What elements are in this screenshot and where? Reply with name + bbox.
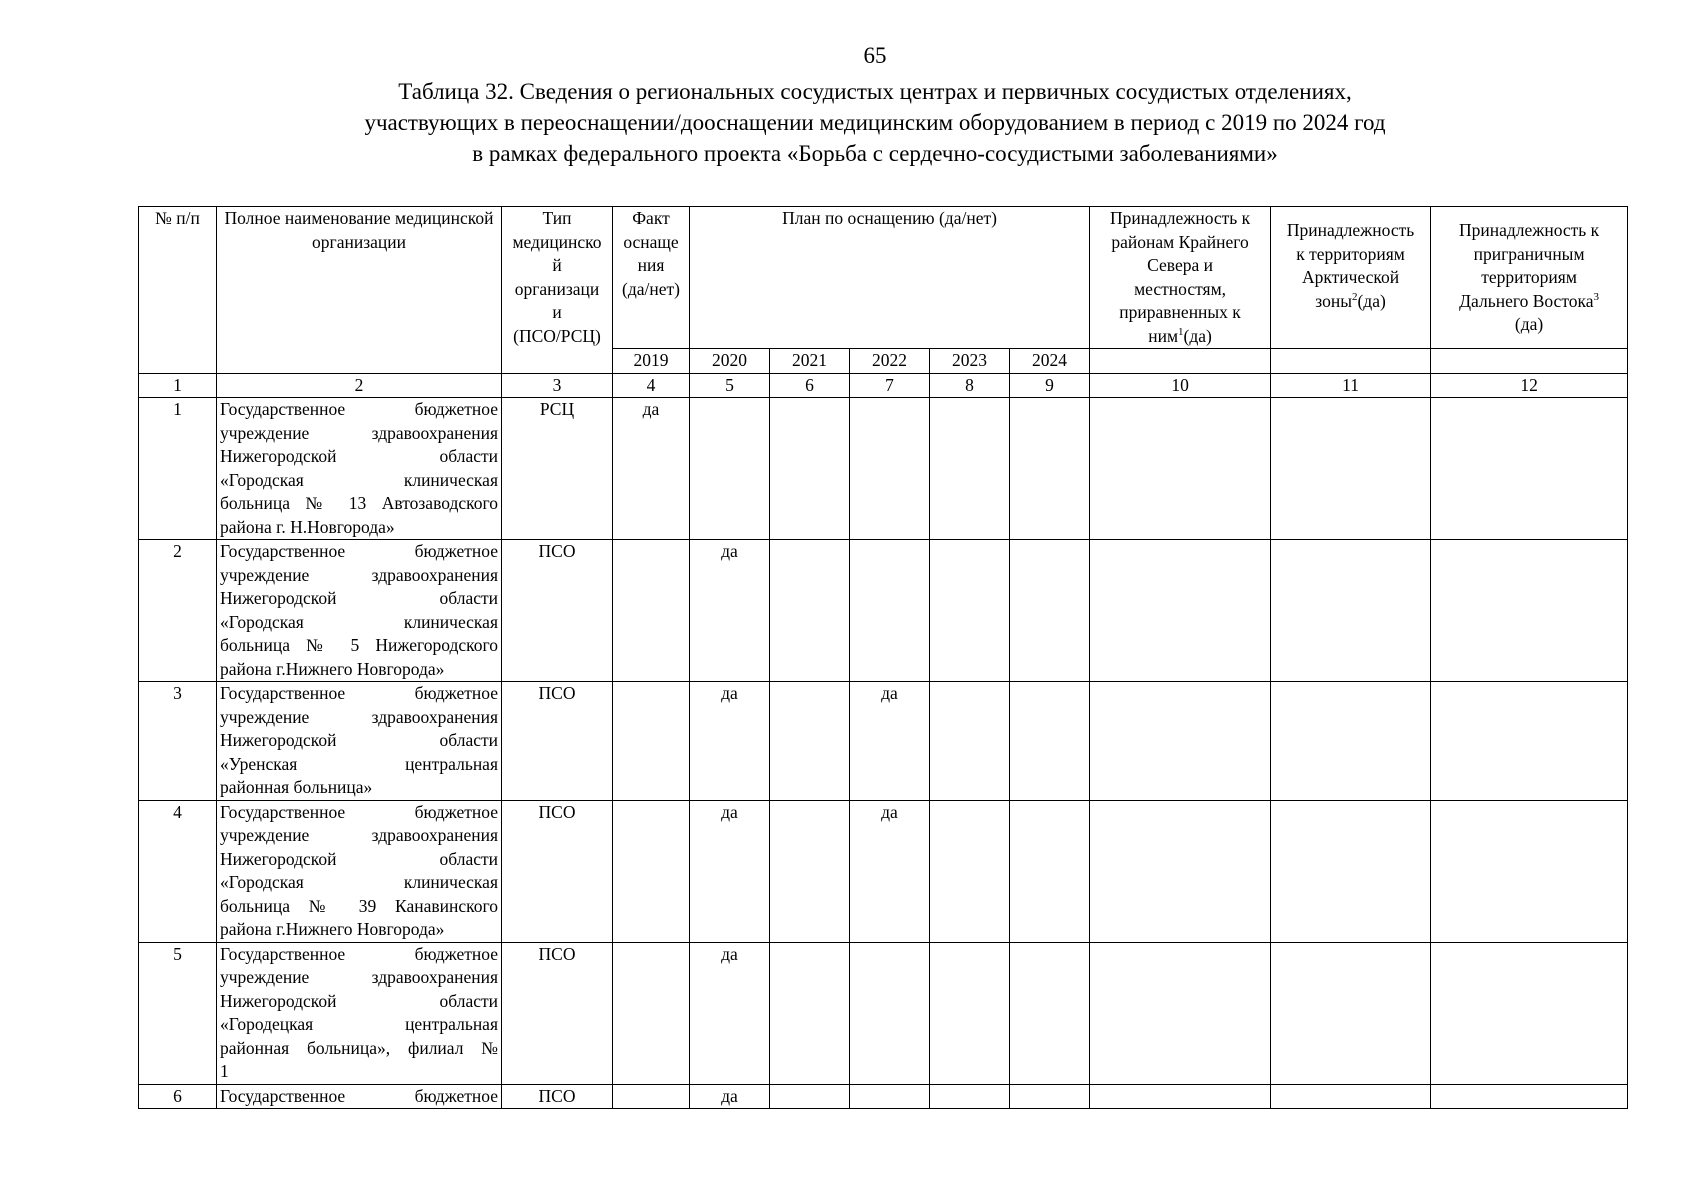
year-2019: 2019 xyxy=(613,349,690,374)
fact-2019 xyxy=(613,540,690,682)
plan-2022 xyxy=(850,540,930,682)
col-number: 4 xyxy=(613,373,690,398)
organization-name-line: 1 xyxy=(220,1061,229,1081)
plan-2020: да xyxy=(690,1084,770,1109)
plan-2020 xyxy=(690,398,770,540)
row-number: 2 xyxy=(139,540,217,682)
plan-2021 xyxy=(770,682,850,801)
border-territory-cell xyxy=(1431,800,1628,942)
organization-name-line: Нижегородской области xyxy=(220,990,498,1011)
border-territory-cell xyxy=(1431,398,1628,540)
col-number: 9 xyxy=(1010,373,1090,398)
col-number: 8 xyxy=(930,373,1010,398)
organization-name-line: «Городская клиническая xyxy=(220,611,498,632)
title-line-2: участвующих в переоснащении/дооснащении медицинским оборудованием в период с 2019 по 2024 год xyxy=(364,110,1386,135)
table-title xyxy=(0,76,1698,169)
data-rows xyxy=(139,398,1628,1109)
organization-type: РСЦ xyxy=(502,398,613,540)
row-number: 4 xyxy=(139,800,217,942)
far-north-cell xyxy=(1090,1084,1271,1109)
plan-2023 xyxy=(930,682,1010,801)
plan-2022: да xyxy=(850,800,930,942)
organization-name-line: районная больница», филиал № xyxy=(220,1037,498,1058)
organization-name-line: «Уренская центральная xyxy=(220,753,498,774)
plan-2021 xyxy=(770,540,850,682)
table-row xyxy=(139,682,1628,801)
far-north-cell xyxy=(1090,942,1271,1084)
plan-2021 xyxy=(770,800,850,942)
organization-type: ПСО xyxy=(502,942,613,1084)
header-arctic: Принадлежность к территориям Арктической зоны$^2$(да) xyxy=(1271,207,1431,349)
organization-name-line: Нижегородской области xyxy=(220,730,498,750)
organization-type: ПСО xyxy=(502,682,613,801)
table-row xyxy=(139,942,1628,1084)
header-north: Принадлежность к районам Крайнего Севера и местностям, приравненных к ним$^1$(да) xyxy=(1090,207,1271,349)
organization-name-line: учреждение здравоохранения xyxy=(220,564,498,585)
plan-2024 xyxy=(1010,682,1090,801)
plan-2023 xyxy=(930,1084,1010,1109)
organization-name-line: Нижегородской области xyxy=(220,588,498,608)
arctic-cell xyxy=(1271,682,1431,801)
organization-type: ПСО xyxy=(502,800,613,942)
plan-2020: да xyxy=(690,942,770,1084)
col-number: 6 xyxy=(770,373,850,398)
organization-name-line: учреждение здравоохранения xyxy=(220,422,498,443)
col-number: 5 xyxy=(690,373,770,398)
plan-2024 xyxy=(1010,398,1090,540)
organization-name-line: Нижегородской области xyxy=(220,848,498,869)
table-row xyxy=(139,800,1628,942)
organization-name-line: «Городская клиническая xyxy=(220,872,498,892)
organization-name-line: учреждение здравоохранения xyxy=(220,706,498,727)
plan-2020: да xyxy=(690,540,770,682)
organization-name xyxy=(217,800,502,942)
organization-name-line: учреждение здравоохранения xyxy=(220,967,498,987)
col-number: 10 xyxy=(1090,373,1271,398)
organization-name xyxy=(217,1084,502,1109)
organization-name-line: больница № 39 Канавинского xyxy=(220,895,498,916)
organization-name-line: больница № 13 Автозаводского xyxy=(220,493,498,513)
plan-2024 xyxy=(1010,540,1090,682)
col-number: 1 xyxy=(139,373,217,398)
organization-name-line: больница № 5 Нижегородского xyxy=(220,635,498,655)
col-number: 12 xyxy=(1431,373,1628,398)
year-2022: 2022 xyxy=(850,349,930,374)
organization-name-line: Нижегородской области xyxy=(220,446,498,466)
border-territory-cell xyxy=(1431,1084,1628,1109)
header-fact: Факт оснаще ния (да/нет) xyxy=(613,207,690,349)
organization-name-line: «Городская клиническая xyxy=(220,469,498,490)
plan-2023 xyxy=(930,398,1010,540)
plan-2021 xyxy=(770,1084,850,1109)
title-line-1: Таблица 32. Сведения о региональных сосудистых центрах и первичных сосудистых отделениях, xyxy=(398,79,1352,104)
plan-2022 xyxy=(850,398,930,540)
page-number: 65 xyxy=(863,43,887,68)
title-line-3: в рамках федерального проекта «Борьба с сердечно-сосудистыми заболеваниями» xyxy=(472,141,1278,166)
col-number: 11 xyxy=(1271,373,1431,398)
plan-2020: да xyxy=(690,800,770,942)
organization-name-line: Государственное бюджетное xyxy=(220,801,498,822)
col-number: 2 xyxy=(217,373,502,398)
fact-2019 xyxy=(613,1084,690,1109)
organization-name xyxy=(217,398,502,540)
arctic-cell xyxy=(1271,942,1431,1084)
border-territory-cell xyxy=(1431,682,1628,801)
fact-2019 xyxy=(613,800,690,942)
border-territory-cell xyxy=(1431,540,1628,682)
plan-2022 xyxy=(850,942,930,1084)
table-row xyxy=(139,1084,1628,1109)
arctic-cell xyxy=(1271,398,1431,540)
organization-name-line: Государственное бюджетное xyxy=(220,399,498,419)
row-number: 6 xyxy=(139,1084,217,1109)
data-table xyxy=(138,206,1628,1109)
organization-name xyxy=(217,540,502,682)
year-2023: 2023 xyxy=(930,349,1010,374)
header-name: Полное наименование медицинской организации xyxy=(217,207,502,374)
header-row xyxy=(139,207,1628,349)
plan-2021 xyxy=(770,398,850,540)
border-territory-cell xyxy=(1431,942,1628,1084)
fact-2019 xyxy=(613,682,690,801)
organization-name-line: района г. Н.Новгорода» xyxy=(220,516,395,537)
row-number: 5 xyxy=(139,942,217,1084)
organization-name-line: Государственное бюджетное xyxy=(220,541,498,561)
row-number: 1 xyxy=(139,398,217,540)
organization-type: ПСО xyxy=(502,540,613,682)
arctic-cell xyxy=(1271,800,1431,942)
plan-2022 xyxy=(850,1084,930,1109)
header-type: Тип медицинско й организаци и (ПСО/РСЦ) xyxy=(502,207,613,374)
column-numbers-row xyxy=(139,373,1628,398)
plan-2022: да xyxy=(850,682,930,801)
organization-name-line: учреждение здравоохранения xyxy=(220,825,498,845)
plan-2020: да xyxy=(690,682,770,801)
header-border: Принадлежность к приграничным территориям Дальнего Востока$^3$ (да) xyxy=(1431,207,1628,349)
table-row xyxy=(139,540,1628,682)
organization-type: ПСО xyxy=(502,1084,613,1109)
organization-name-line: Государственное бюджетное xyxy=(220,683,498,703)
col-number: 3 xyxy=(502,373,613,398)
fact-2019: да xyxy=(613,398,690,540)
organization-name xyxy=(217,682,502,801)
header-plan: План по оснащению (да/нет) xyxy=(690,207,1090,349)
arctic-cell xyxy=(1271,1084,1431,1109)
organization-name-line: района г.Нижнего Новгорода» xyxy=(220,919,445,939)
organization-name-line: районная больница» xyxy=(220,777,373,797)
plan-2024 xyxy=(1010,942,1090,1084)
plan-2024 xyxy=(1010,1084,1090,1109)
plan-2023 xyxy=(930,800,1010,942)
plan-2023 xyxy=(930,540,1010,682)
organization-name-line: Государственное бюджетное xyxy=(220,943,498,964)
far-north-cell xyxy=(1090,540,1271,682)
row-number: 3 xyxy=(139,682,217,801)
organization-name-line: «Городецкая центральная xyxy=(220,1014,498,1034)
arctic-cell xyxy=(1271,540,1431,682)
col-number: 7 xyxy=(850,373,930,398)
header-num: № п/п xyxy=(139,207,217,374)
year-2024: 2024 xyxy=(1010,349,1090,374)
fact-2019 xyxy=(613,942,690,1084)
organization-name-line: района г.Нижнего Новгорода» xyxy=(220,658,445,679)
year-2020: 2020 xyxy=(690,349,770,374)
far-north-cell xyxy=(1090,398,1271,540)
table-row xyxy=(139,398,1628,540)
plan-2021 xyxy=(770,942,850,1084)
far-north-cell xyxy=(1090,682,1271,801)
organization-name-line: Государственное бюджетное xyxy=(220,1085,498,1106)
organization-name xyxy=(217,942,502,1084)
year-2021: 2021 xyxy=(770,349,850,374)
far-north-cell xyxy=(1090,800,1271,942)
plan-2023 xyxy=(930,942,1010,1084)
plan-2024 xyxy=(1010,800,1090,942)
